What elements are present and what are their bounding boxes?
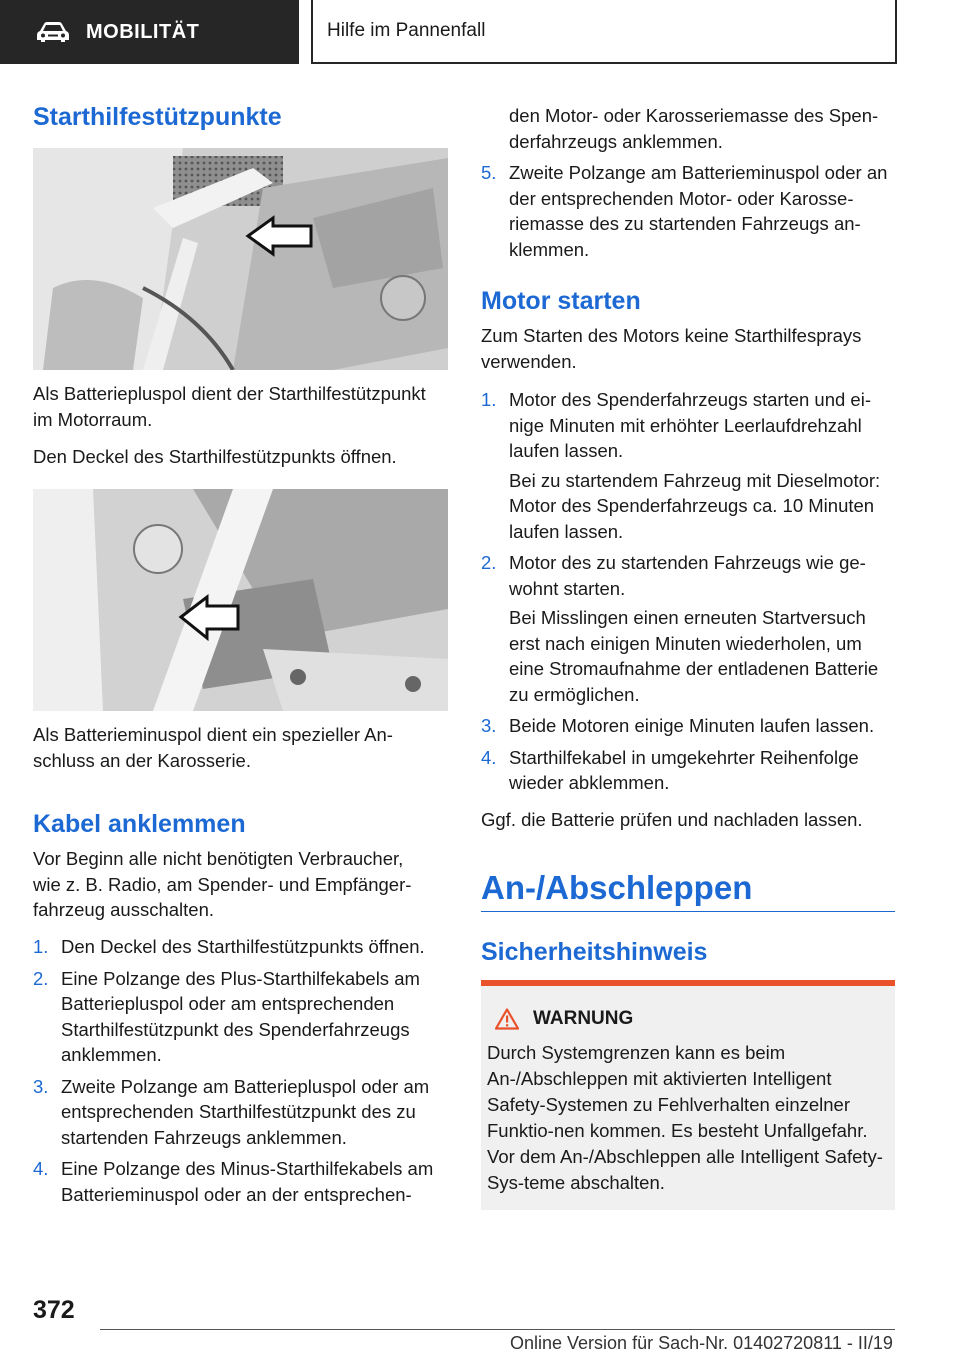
step-note: Bei zu startendem Fahrzeug mit Dieselmotor: Motor des Spenderfahrzeugs ca. 10 Minuten laufen lassen.	[509, 469, 881, 542]
step-number: 5.	[481, 162, 497, 183]
motor-intro: Zum Starten des Motors keine Starthilfesprays verwenden.	[481, 325, 862, 372]
list-item	[481, 387, 895, 544]
motor-outro: Ggf. die Batterie prüfen und nachladen lassen.	[481, 809, 863, 830]
chapter-tab	[311, 0, 897, 64]
caption-positive	[33, 381, 448, 470]
list-item	[33, 934, 448, 960]
footer-version: Online Version für Sach-Nr. 01402720811 - II/19	[510, 1333, 893, 1353]
section-title: MOBILITÄT	[86, 20, 200, 43]
caption-open-cover: Den Deckel des Starthilfestützpunkts öffnen.	[33, 446, 397, 467]
step-number: 1.	[33, 936, 49, 957]
motor-steps	[481, 387, 895, 796]
kabel-steps	[33, 934, 448, 1207]
list-item	[481, 160, 895, 262]
step-text: Starthilfekabel in umgekehrter Reihenfolge wieder abklemmen.	[509, 746, 859, 793]
engine-photo-negative	[33, 489, 448, 711]
kabel-intro: Vor Beginn alle nicht benötigten Verbraucher, wie z. B. Radio, am Spender- und Empfänger-fahrzeug ausschalten.	[33, 848, 412, 920]
warning-box	[481, 986, 895, 1210]
step-number: 2.	[33, 967, 49, 989]
step-text: Eine Polzange des Minus-Starthilfekabels am Batterieminuspol oder an der entsprechen-	[61, 1158, 434, 1205]
chapter-title: Hilfe im Pannenfall	[327, 20, 486, 41]
list-item	[33, 1156, 448, 1207]
list-item	[33, 1074, 448, 1151]
step-number: 2.	[481, 552, 497, 573]
page-header	[0, 0, 960, 66]
starthilfe-heading: Starthilfestützpunkte	[33, 103, 282, 131]
step-number: 1.	[481, 389, 497, 410]
chapter-rule	[481, 911, 895, 912]
car-icon	[36, 21, 70, 43]
footer-rule	[100, 1329, 895, 1330]
safety-heading: Sicherheitshinweis	[481, 938, 708, 966]
step-number: 4.	[33, 1158, 49, 1179]
list-item	[481, 550, 895, 707]
step-text: Den Deckel des Starthilfestützpunkts öffnen.	[61, 936, 425, 957]
warning-text: Durch Systemgrenzen kann es beim An-/Abschleppen mit aktivierten Intelligent Safety-Systemen zu Fehlverhalten einzelner Funktio-nen kommen. Es besteht Unfallgefahr. Vor dem An-/Abschleppen alle Intelligent Safety-Sys-teme abschalten.	[487, 1042, 883, 1193]
warning-label: WARNUNG	[533, 1008, 634, 1029]
step-number: 3.	[33, 1075, 49, 1097]
list-item	[481, 713, 895, 739]
kabel-heading: Kabel anklemmen	[33, 810, 246, 838]
caption-positive-text: Als Batteriepluspol dient der Starthilfestützpunkt im Motorraum.	[33, 383, 426, 430]
engine-illustration	[33, 148, 448, 370]
list-item	[481, 745, 895, 796]
step-text: Zweite Polzange am Batterieminuspol oder an der entsprechenden Motor- oder Karosse-riemasse des zu startenden Fahrzeugs an-klemmen.	[509, 162, 888, 260]
chapter-heading: An-/Abschleppen	[481, 869, 753, 906]
warning-triangle-icon	[495, 1008, 519, 1030]
caption-negative: Als Batterieminuspol dient ein spezieller An-schluss an der Karosserie.	[33, 724, 393, 771]
step-text: Motor des zu startenden Fahrzeugs wie ge-wohnt starten.	[509, 552, 866, 599]
warning-header	[495, 1008, 633, 1030]
list-item	[33, 966, 448, 1068]
step-continuation: den Motor- oder Karosseriemasse des Spen-derfahrzeugs anklemmen.	[509, 105, 879, 152]
step-text: Eine Polzange des Plus-Starthilfekabels am Batteriepluspol oder am entsprechenden Starthilfestützpunkt des Spenderfahrzeugs anklemmen.	[61, 967, 420, 1065]
step-text: Beide Motoren einige Minuten laufen lassen.	[509, 715, 875, 736]
kabel-steps-continued	[481, 160, 895, 262]
motor-heading: Motor starten	[481, 287, 641, 315]
step-number: 4.	[481, 746, 497, 768]
step-note: Bei Misslingen einen erneuten Startversuch erst nach einigen Minuten wiederholen, um eine Stromaufnahme der entladenen Batterie zu ermöglichen.	[509, 607, 879, 705]
section-tab	[0, 0, 299, 64]
step-text: Motor des Spenderfahrzeugs starten und ei-nige Minuten mit erhöhter Leerlaufdrehzahl laufen lassen.	[509, 389, 871, 461]
step-text: Zweite Polzange am Batteriepluspol oder am entsprechenden Starthilfestützpunkt des zu startenden Fahrzeugs anklemmen.	[61, 1075, 430, 1148]
step-number: 3.	[481, 715, 497, 736]
page-number: 372	[33, 1296, 75, 1324]
engine-photo-positive	[33, 148, 448, 370]
body-ground-illustration	[33, 489, 448, 711]
